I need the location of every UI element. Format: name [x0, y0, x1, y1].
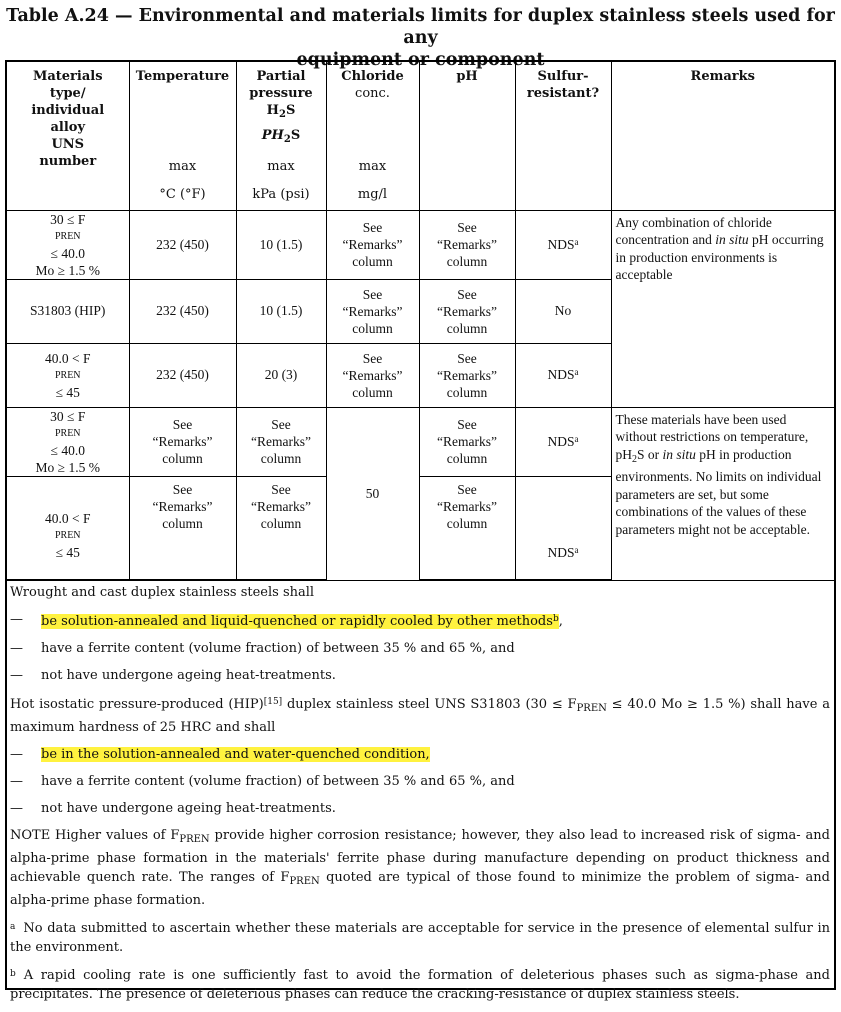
materials-header-line: number — [39, 154, 97, 169]
chloride-header-line: Chloride — [341, 69, 404, 84]
pressure-unit: kPa (psi) — [252, 186, 310, 202]
list-item: — be solution-annealed and liquid-quenched or rapidly cooled by other methods$^b$, — [10, 612, 563, 629]
sulfur-cell: NDS$^a$ — [515, 476, 611, 580]
temperature-unit: °C (°F) — [159, 186, 206, 202]
ph2s-label: $PH_2S$ — [261, 128, 301, 145]
h2s-label: $H_2S$ — [266, 103, 296, 120]
material-cell — [7, 407, 129, 476]
chloride-cell: See “Remarks” column — [326, 279, 419, 343]
sulfur-cell: NDS$^a$ — [515, 407, 611, 476]
notes-intro: Wrought and cast duplex stainless steels shall — [10, 585, 315, 600]
material-cell — [7, 210, 129, 279]
temperature-cell: 232 (450) — [129, 210, 236, 279]
col-header-temperature — [129, 62, 236, 210]
ph-cell: See “Remarks” column — [419, 279, 515, 343]
table-frame — [5, 60, 836, 1002]
col-header-remarks — [611, 62, 834, 210]
col-header-chloride — [326, 62, 419, 210]
ph-cell: See “Remarks” column — [419, 343, 515, 407]
sulfur-cell: No — [515, 279, 611, 343]
temperature-cell: 232 (450) — [129, 343, 236, 407]
materials-header-line: type/ — [49, 86, 86, 101]
sulfur-cell: NDS$^a$ — [515, 210, 611, 279]
material-cell: S31803 (HIP) — [7, 279, 129, 343]
col-header-ph — [419, 62, 515, 210]
col-header-pressure — [236, 62, 326, 210]
temperature-header-label: Temperature — [135, 69, 230, 84]
highlighted-text: be solution-annealed and liquid-quenched or rapidly cooled by other methods$^b$ — [41, 614, 559, 629]
material-cell — [7, 476, 129, 580]
ph-cell: See “Remarks” column — [419, 210, 515, 279]
chloride-unit: mg/l — [357, 186, 388, 202]
materials-header-line: individual — [31, 103, 105, 118]
material-cell — [7, 343, 129, 407]
remarks-cell-group-2: These materials have been used without restrictions on temperature, $pH_2S$ or in situ pH in production environments. No limits on individual parameters are set, but some combinations of the values of these parameters might not be acceptable. — [611, 407, 834, 580]
chloride-cell-shared: 50 — [326, 407, 419, 580]
ph-cell: See “Remarks” column — [419, 476, 515, 580]
table-row — [7, 210, 834, 279]
table-notes — [7, 581, 834, 1012]
sulfur-header-line: Sulfur- — [537, 69, 589, 84]
pressure-cell: 10 (1.5) — [236, 210, 326, 279]
list-item: — not have undergone ageing heat-treatments. — [10, 801, 336, 816]
list-item: — have a ferrite content (volume fraction) of between 35 % and 65 %, and — [10, 641, 515, 656]
pressure-cell: See “Remarks” column — [236, 476, 326, 580]
dash-bullet: — — [10, 641, 23, 656]
pressure-header-line: pressure — [249, 86, 313, 101]
table-title-line-2: equipment or component — [296, 50, 545, 70]
header-row — [7, 62, 834, 210]
material-line-1: 40.0 < F PREN ≤ 45 — [45, 511, 91, 560]
dash-bullet: — — [10, 612, 23, 627]
temperature-cell: See “Remarks” column — [129, 476, 236, 580]
sulfur-header-line: resistant? — [526, 86, 600, 101]
chloride-cell: See “Remarks” column — [326, 210, 419, 279]
pressure-cell: See “Remarks” column — [236, 407, 326, 476]
chloride-cell: See “Remarks” column — [326, 343, 419, 407]
material-line-1: 30 ≤ F PREN ≤ 40.0 — [50, 408, 86, 458]
ph-cell: See “Remarks” column — [419, 407, 515, 476]
dash-bullet: — — [10, 747, 23, 762]
dash-bullet: — — [10, 801, 23, 816]
pressure-cell: 20 (3) — [236, 343, 326, 407]
footnote-b: $^b$ A rapid cooling rate is one sufficiently fast to avoid the formation of deleterious phases such as sigma-phase and precipitates. The presence of deleterious phases can reduce the cracking-resistance of duplex stainless steels. — [10, 968, 830, 1002]
temperature-cell: See “Remarks” column — [129, 407, 236, 476]
table-row — [7, 407, 834, 476]
pressure-cell: 10 (1.5) — [236, 279, 326, 343]
materials-header-line: UNS — [51, 137, 85, 152]
list-item: — have a ferrite content (volume fraction) of between 35 % and 65 %, and — [10, 774, 515, 789]
material-line-2: Mo ≥ 1.5 % — [35, 262, 100, 278]
temperature-qualifier: max — [168, 158, 197, 174]
pressure-qualifier: max — [267, 158, 295, 174]
chloride-header-line: conc. — [355, 86, 390, 101]
list-item — [10, 745, 830, 764]
remarks-header-label: Remarks — [690, 69, 755, 84]
sulfur-cell: NDS$^a$ — [515, 343, 611, 407]
dash-bullet: — — [10, 668, 23, 683]
material-line-1: 40.0 < F PREN ≤ 45 — [45, 350, 91, 400]
footnote-a: $^a$ No data submitted to ascertain whether these materials are acceptable for service in the presence of elemental sulfur in the environment. — [10, 921, 830, 955]
hip-paragraph: Hot isostatic pressure-produced (HIP)[15] duplex stainless steel UNS S31803 ($30 \le F_{PREN} \le 40.0$ Mo ≥ 1.5 %) shall have a maximum hardness of 25 HRC and shall — [10, 697, 830, 735]
materials-header-line: Materials — [32, 69, 103, 84]
list-item: — not have undergone ageing heat-treatments. — [10, 668, 336, 683]
material-line-2: Mo ≥ 1.5 % — [35, 459, 100, 475]
chloride-qualifier: max — [358, 158, 387, 174]
material-line-1: 30 ≤ F PREN ≤ 40.0 — [50, 211, 86, 261]
dash-bullet: — — [10, 774, 23, 789]
col-header-sulfur — [515, 62, 611, 210]
col-header-materials — [7, 62, 129, 210]
materials-header-line: alloy — [50, 120, 86, 135]
note-paragraph: NOTE Higher values of $F_{PREN}$ provide higher corrosion resistance; however, they also lead to increased risk of sigma- and alpha-prime phase formation in the materials' ferrite phase during manufacture depending on product thickness and achievable quench rate. The ranges of $F_{PREN}$ quoted are typical of those found to minimize the problem of sigma- and alpha-prime phase formation. — [10, 828, 830, 908]
pressure-header-line: Partial — [256, 69, 306, 84]
highlighted-text: be in the solution-annealed and water-quenched condition, — [41, 747, 430, 762]
table-title-line-1: Table A.24 — Environmental and materials limits for duplex stainless steels used for any — [6, 6, 835, 48]
ph-header-label: pH — [456, 69, 478, 84]
remarks-cell-group-1: Any combination of chloride concentration and in situ pH occurring in production environments is acceptable — [611, 210, 834, 407]
limits-table — [7, 62, 834, 581]
temperature-cell: 232 (450) — [129, 279, 236, 343]
